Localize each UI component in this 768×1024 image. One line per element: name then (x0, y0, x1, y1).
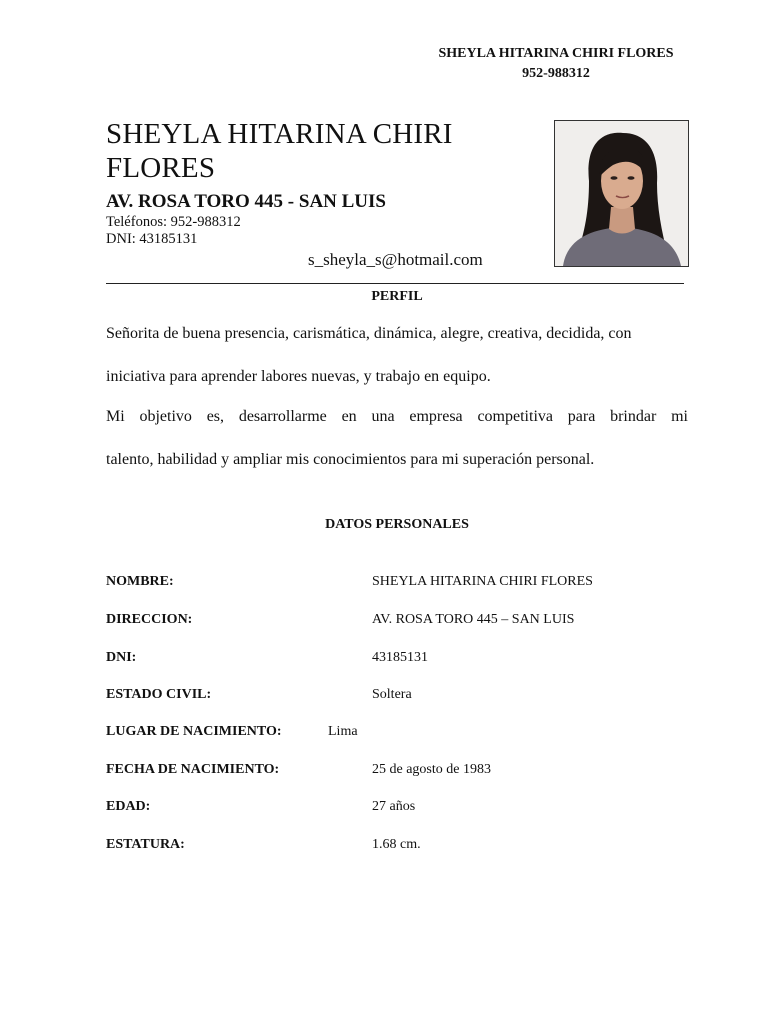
label-edad: EDAD: (106, 799, 151, 814)
label-lugar-nacimiento: LUGAR DE NACIMIENTO: (106, 724, 282, 739)
dni-line: DNI: 43185131 (106, 231, 198, 247)
header-phone: 952-988312 (522, 66, 590, 81)
value-nombre: SHEYLA HITARINA CHIRI FLORES (372, 574, 593, 589)
value-direccion: AV. ROSA TORO 445 – SAN LUIS (372, 612, 575, 627)
full-name-line1: SHEYLA HITARINA CHIRI (106, 118, 453, 150)
header-name: SHEYLA HITARINA CHIRI FLORES (438, 46, 674, 61)
value-lugar-nacimiento: Lima (328, 724, 358, 739)
portrait-illustration (555, 121, 688, 266)
value-dni: 43185131 (372, 650, 428, 665)
phones-line: Teléfonos: 952-988312 (106, 214, 241, 230)
value-estado-civil: Soltera (372, 687, 412, 702)
perfil-paragraph2-line2: talento, habilidad y ampliar mis conocimientos para mi superación personal. (106, 451, 595, 468)
section-title-datos-personales: DATOS PERSONALES (325, 517, 469, 532)
full-name-line2: FLORES (106, 152, 216, 184)
value-fecha-nacimiento: 25 de agosto de 1983 (372, 762, 491, 777)
label-estatura: ESTATURA: (106, 837, 185, 852)
label-nombre: NOMBRE: (106, 574, 174, 589)
label-estado-civil: ESTADO CIVIL: (106, 687, 212, 702)
full-name (106, 117, 546, 185)
perfil-paragraph2-line1: Mi objetivo es, desarrollarme en una empresa competitiva para brindar mi (106, 408, 688, 425)
section-title-perfil: PERFIL (371, 289, 423, 304)
perfil-paragraph1-line2: iniciativa para aprender labores nuevas, y trabajo en equipo. (106, 368, 491, 385)
label-dni: DNI: (106, 650, 137, 665)
label-direccion: DIRECCION: (106, 612, 193, 627)
separator-line (106, 283, 684, 284)
label-fecha-nacimiento: FECHA DE NACIMIENTO: (106, 762, 280, 777)
address-heading: AV. ROSA TORO 445 - SAN LUIS (106, 191, 386, 212)
perfil-paragraph1-line1: Señorita de buena presencia, carismática, dinámica, alegre, creativa, decidida, con (106, 325, 632, 342)
email-address: s_sheyla_s@hotmail.com (308, 250, 483, 269)
value-edad: 27 años (372, 799, 416, 814)
profile-photo (554, 120, 689, 267)
value-estatura: 1.68 cm. (372, 837, 421, 852)
